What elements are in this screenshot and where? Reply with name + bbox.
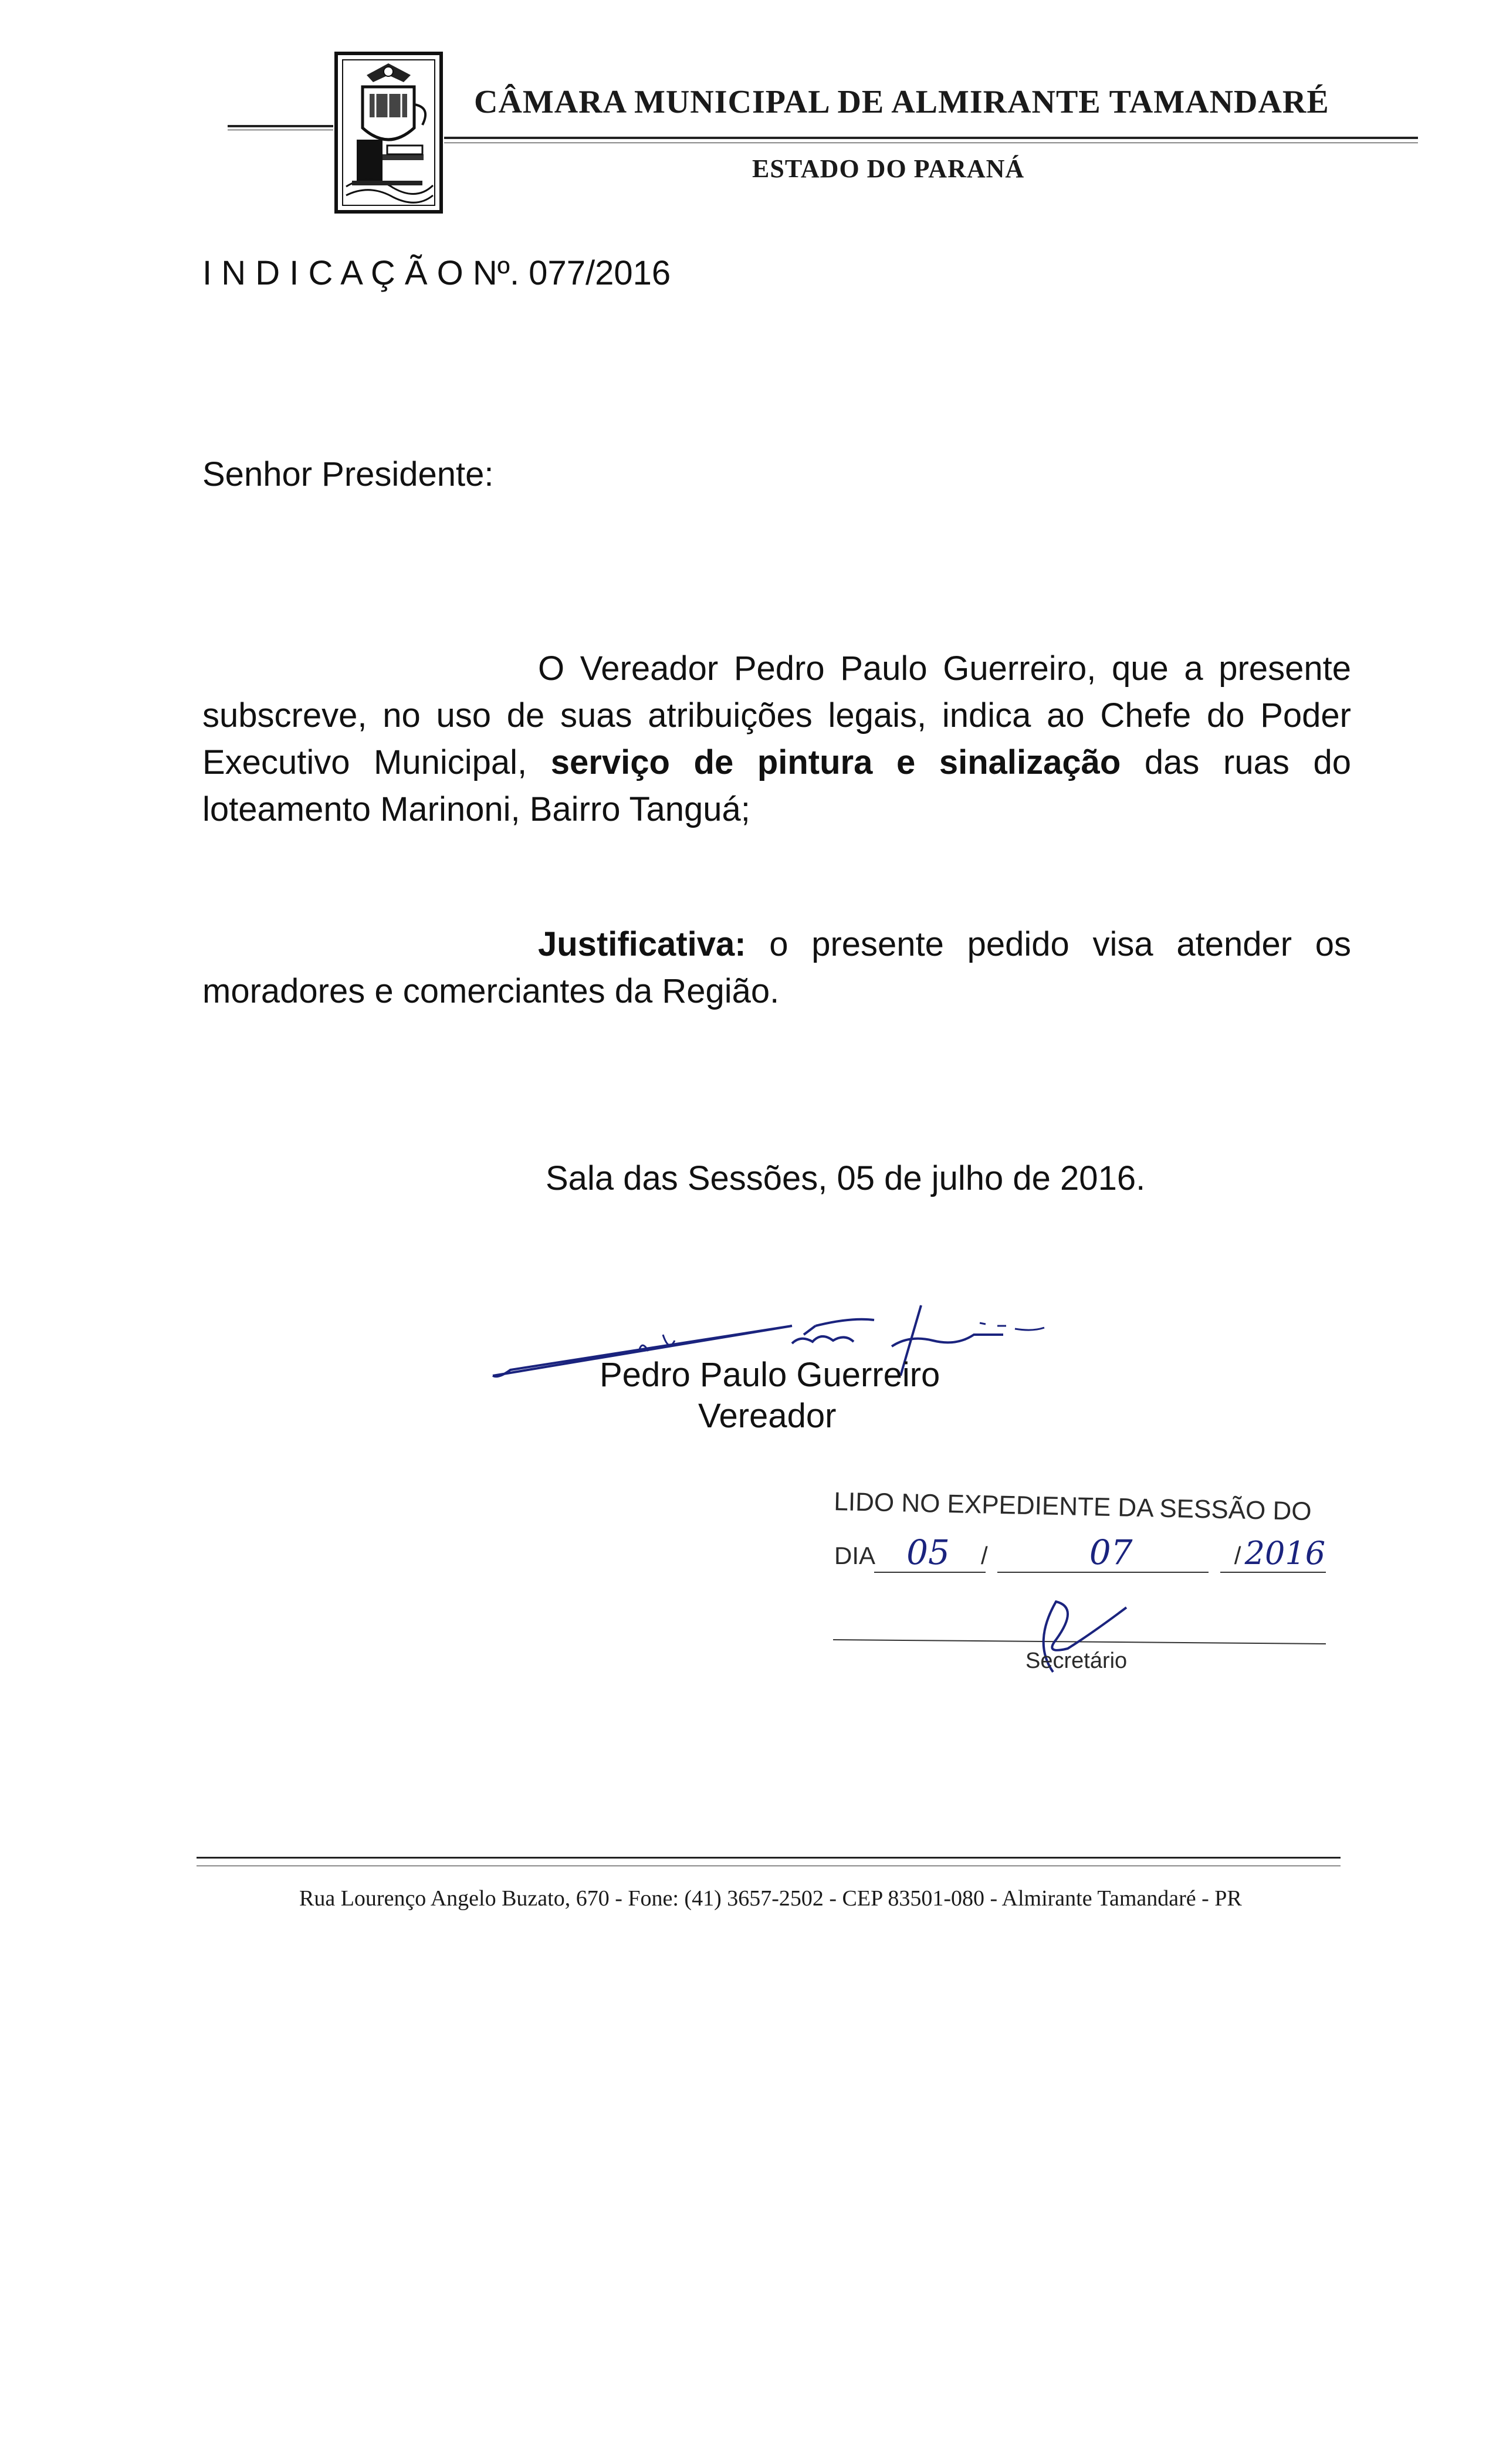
- footer-address: Rua Lourenço Angelo Buzato, 670 - Fone: (41) 3657-2502 - CEP 83501-080 - Almirante Tamandaré - PR: [299, 1886, 1242, 1911]
- coat-of-arms-icon: [334, 52, 443, 214]
- justification-text: o presente pedido visa atender os moradores e comerciantes da Região.: [202, 925, 1351, 1010]
- stamp-date-row: DIA 05 / 07 / 2016: [834, 1532, 1329, 1572]
- document-number: I N D I C A Ç Ã O Nº. 077/2016: [202, 254, 671, 292]
- stamp-month: 07: [1089, 1532, 1133, 1572]
- council-name: CÂMARA MUNICIPAL DE ALMIRANTE TAMANDARÉ: [474, 84, 1329, 120]
- session-date-line: Sala das Sessões, 05 de julho de 2016.: [546, 1159, 1146, 1197]
- salutation: Senhor Presidente:: [202, 455, 494, 493]
- state-name: ESTADO DO PARANÁ: [752, 154, 1025, 183]
- stamp-year: 2016: [1244, 1535, 1326, 1572]
- indication-bold: serviço de pintura e sinalização: [550, 743, 1121, 781]
- signer-role: Vereador: [698, 1397, 837, 1435]
- indication-text-2: das ruas do loteamento Marinoni, Bairro Tanguá;: [202, 743, 1351, 828]
- stamp-day: 05: [906, 1532, 950, 1572]
- footer-rule-thick: [197, 1857, 1341, 1859]
- signer-name: Pedro Paulo Guerreiro: [600, 1356, 940, 1394]
- stamp-day-label: DIA: [834, 1542, 876, 1569]
- justification-label: Justificativa:: [538, 925, 746, 963]
- justification-paragraph: [202, 921, 1351, 1015]
- indication-text-1: O Vereador Pedro Paulo Guerreiro, que a presente subscreve, no uso de suas atribuições legais, indica ao Chefe do Poder Executivo Municipal,: [202, 649, 1351, 781]
- stamp-role: Secretário: [1025, 1649, 1128, 1673]
- header-rule-right: [444, 137, 1418, 139]
- stamp-heading: LIDO NO EXPEDIENTE DA SESSÃO DO: [833, 1487, 1312, 1527]
- indication-paragraph: [202, 645, 1351, 833]
- header-rule-left: [228, 125, 333, 127]
